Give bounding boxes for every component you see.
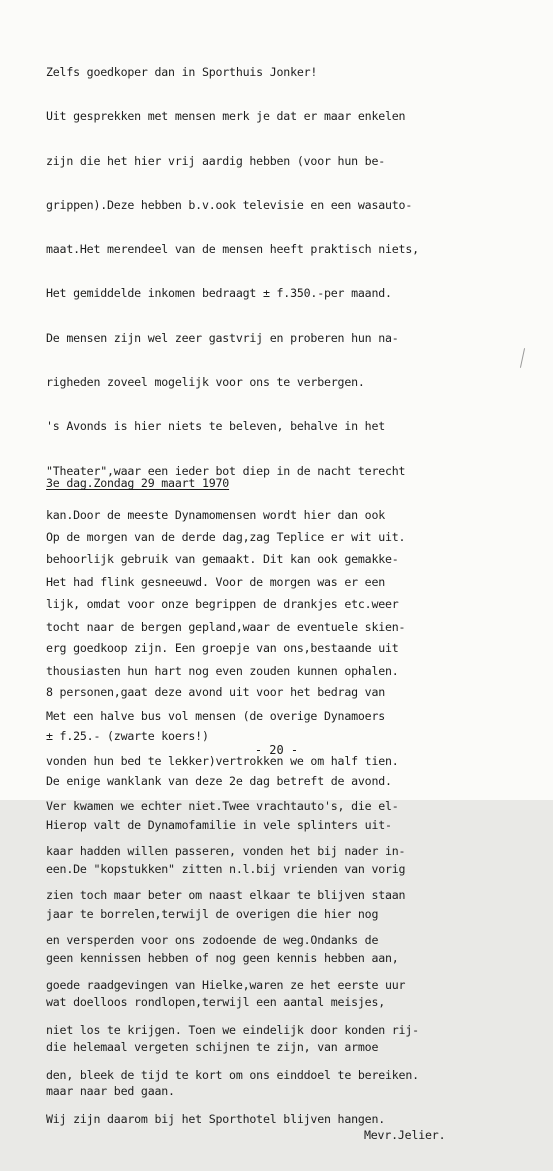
- text-line: Uit gesprekken met mensen merk je dat er maar enkelen: [46, 109, 406, 124]
- text-line: righeden zoveel mogelijk voor ons te verbergen.: [46, 375, 365, 390]
- text-line: "Theater",waar een ieder bot diep in de nacht terecht: [46, 463, 406, 478]
- text-line: tocht naar de bergen gepland,waar de eventuele skien-: [46, 619, 406, 634]
- text-line: den, bleek de tijd te kort om ons einddoel te bereiken.: [46, 1067, 419, 1082]
- text-line: zien toch maar beter om naast elkaar te blijven staan: [46, 888, 406, 903]
- section-heading: 3e dag.Zondag 29 maart 1970: [46, 476, 230, 490]
- text-line: Op de morgen van de derde dag,zag Teplice er wit uit.: [46, 530, 406, 544]
- text-line: grippen).Deze hebben b.v.ook televisie en een wasauto-: [46, 197, 413, 212]
- text-line: een.De "kopstukken" zitten n.l.bij vrienden van vorig: [46, 862, 406, 877]
- text-line: Het had flink gesneeuwd. Voor de morgen was er een: [46, 574, 386, 589]
- text-line: maar naar bed gaan.: [46, 1083, 175, 1098]
- text-line: De enige wanklank van deze 2e dag betreft de avond.: [46, 773, 392, 788]
- text-line: zijn die het hier vrij aardig hebben (voor hun be-: [46, 153, 386, 168]
- text-line: die helemaal vergeten schijnen te zijn, van armoe: [46, 1039, 379, 1054]
- text-line: erg goedkoop zijn. Een groepje van ons,bestaande uit: [46, 640, 399, 655]
- text-line: Wij zijn daarom bij het Sporthotel blijven hangen.: [46, 1112, 386, 1127]
- text-line: wat doelloos rondlopen,terwijl een aantal meisjes,: [46, 995, 386, 1010]
- text-line: 's Avonds is hier niets te beleven, behalve in het: [46, 419, 386, 434]
- text-line: ± f.25.- (zwarte koers!): [46, 729, 209, 744]
- section-2-body: [46, 501, 546, 1156]
- text-line: De mensen zijn wel zeer gastvrij en proberen hun na-: [46, 330, 399, 345]
- text-line: jaar te borrelen,terwijl de overigen die hier nog: [46, 906, 379, 921]
- text-line: Hierop valt de Dynamofamilie in vele splinters uit-: [46, 818, 392, 833]
- text-line: Het gemiddelde inkomen bedraagt ± f.350.-per maand.: [46, 286, 392, 301]
- page-number: - 20 -: [254, 743, 299, 757]
- text-line: lijk, omdat voor onze begrippen de drankjes etc.weer: [46, 596, 399, 611]
- text-line: Ver kwamen we echter niet.Twee vrachtauto's, die el-: [46, 798, 399, 813]
- text-line: 8 personen,gaat deze avond uit voor het bedrag van: [46, 685, 386, 700]
- author-signature: Mevr.Jelier.: [364, 1128, 446, 1143]
- text-line: Zelfs goedkoper dan in Sporthuis Jonker!: [46, 65, 318, 79]
- text-line: behoorlijk gebruik van gemaakt. Dit kan ook gemakke-: [46, 552, 399, 567]
- text-line: maat.Het merendeel van de mensen heeft praktisch niets,: [46, 242, 419, 257]
- text-line: kan.Door de meeste Dynamomensen wordt hier dan ook: [46, 507, 386, 522]
- text-line: thousiasten hun hart nog even zouden kunnen ophalen.: [46, 664, 399, 679]
- text-line: kaar hadden willen passeren, vonden het bij nader in-: [46, 843, 406, 858]
- text-line: vonden hun bed te lekker)vertrokken we om half tien.: [46, 753, 399, 768]
- text-line: geen kennissen hebben of nog geen kennis hebben aan,: [46, 950, 399, 965]
- text-line: Met een halve bus vol mensen (de overige Dynamoers: [46, 709, 386, 724]
- text-line: niet los te krijgen. Toen we eindelijk door konden rij-: [46, 1022, 419, 1037]
- text-line: en versperden voor ons zodoende de weg.Ondanks de: [46, 933, 379, 948]
- text-line: goede raadgevingen van Hielke,waren ze het eerste uur: [46, 977, 406, 992]
